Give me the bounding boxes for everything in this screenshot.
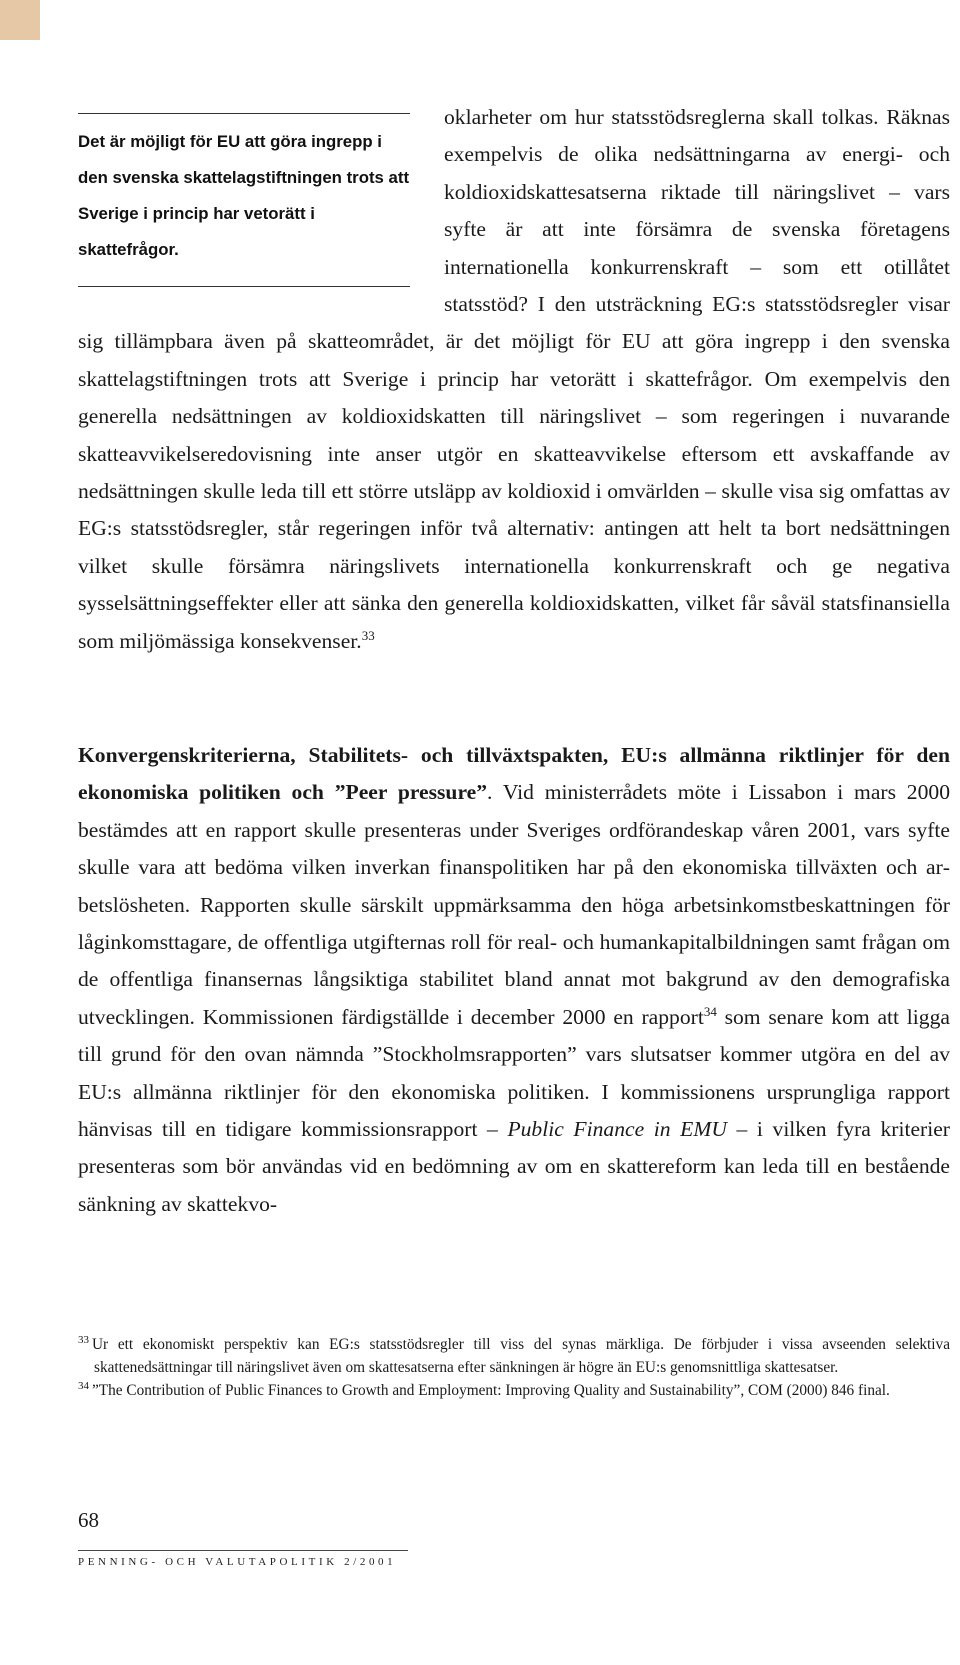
footnote-text: Ur ett ekonomiskt perspektiv kan EG:s statsstödsregler till viss del synas märkliga. De förbjuder i vissa avseenden selektiva skattenedsättningar till näringslivet även om skattesatserna efter sänkningen är högre än EU:s genomsnittliga skattesatser. — [92, 1336, 950, 1376]
paragraph-2-text-c: – i vilken fyra kriterier presenteras som bör användas vid en bedömning av om en skattereform kan leda till en bestående sänkning av skattekvo- — [78, 1117, 950, 1216]
footnote-number: 34 — [78, 1379, 89, 1392]
footnote-number: 33 — [78, 1333, 89, 1346]
paragraph-2-text-a: . Vid ministerrådets möte i Lissabon i mars 2000 bestämdes att en rapport skulle presenteras under Sveriges ordförandeskap våren 2001, vars syfte skulle vara att bedöma vilken inverkan finanspolitiken har på den ekonomiska tillväxten och arbetslösheten. Rapporten skulle särskilt uppmärksamma den höga arbetsinkomstbeskattningen för låginkomsttagare, de offentliga utgifternas roll för real- och humankapitalbildningen samt frågan om de offentliga finansernas långsiktiga stabilitet bland annat mot bakgrund av den demografiska utvecklingen. Kommissionen färdigställde i december 2000 en rapport — [78, 780, 950, 1029]
footnote-34 — [78, 1379, 950, 1402]
footnote-ref-34[interactable]: 34 — [703, 1003, 717, 1019]
paragraph-2-text-b: som senare kom att ligga till grund för den ovan nämnda ”Stockholmsrapporten” vars slutsatser kommer utgöra en del av EU:s allmänna riktlinjer för den ekonomiska politiken. I kommissionens ursprungliga rapport hänvisas till en tidigare kommissionsrapport – — [78, 1004, 950, 1142]
paragraph-1-text: oklarheter om hur statsstödsreglerna skall tolkas. Räknas exempelvis de olika nedsättningarna av energi- och koldioxidskattesatserna riktade till näringslivet – vars syfte är att inte försämra de svenska företagens internationella konkurrenskraft – som ett otillåtet statsstöd? I den utsträckning EG:s statsstödsregler visar sig tillämpbara även på skatteområdet, är det möjligt för EU att göra ingrepp i den svenska skattelagstiftningen trots att Sverige i princip har vetorätt i skattefrågor. Om exempelvis den generella nedsättningen av koldioxidskatten till näringslivet – som regeringen i nuvarande skatteavvikelseredovisning inte anser utgör en skatteavvikelse eftersom ett avskaffande av nedsättningen skulle leda till ett större utsläpp av koldioxid i omvärlden – skulle visa sig omfattas av EG:s statsstödsregler, står regeringen inför två alternativ: antingen att helt ta bort nedsättningen vilket skulle försämra näringslivets internationella konkurrenskraft och ge negativa sysselsättningseffekter eller att sänka den generella koldioxidskatten, vilket får såväl statsfinansiella som miljömässiga konsekvenser. — [78, 105, 950, 653]
page-number: 68 — [78, 1508, 99, 1532]
footnotes — [78, 1333, 950, 1402]
body-paragraph-2 — [78, 737, 950, 1223]
body-paragraph-1 — [78, 99, 950, 660]
footer-divider — [78, 1550, 408, 1551]
footnote-33 — [78, 1333, 950, 1379]
footnote-text: ”The Contribution of Public Finances to Growth and Employment: Improving Quality and Sustainability”, COM (2000) 846 final. — [92, 1382, 890, 1399]
running-footer: PENNING- OCH VALUTAPOLITIK 2/2001 — [78, 1556, 397, 1568]
corner-accent — [0, 0, 40, 40]
section-heading: Konvergenskriterierna, Stabilitets- och tillväxtspakten, EU:s allmänna riktlinjer för den ekonomiska politiken och ”Peer pressure” — [78, 743, 950, 805]
pull-quote: Det är möjligt för EU att göra ingrepp i den svenska skattelagstiftningen trots att Sverige i princip har vetorätt i skattefrågor. — [78, 113, 410, 287]
footnote-ref-33[interactable]: 33 — [361, 627, 375, 643]
report-title: Public Finance in EMU — [507, 1117, 727, 1142]
